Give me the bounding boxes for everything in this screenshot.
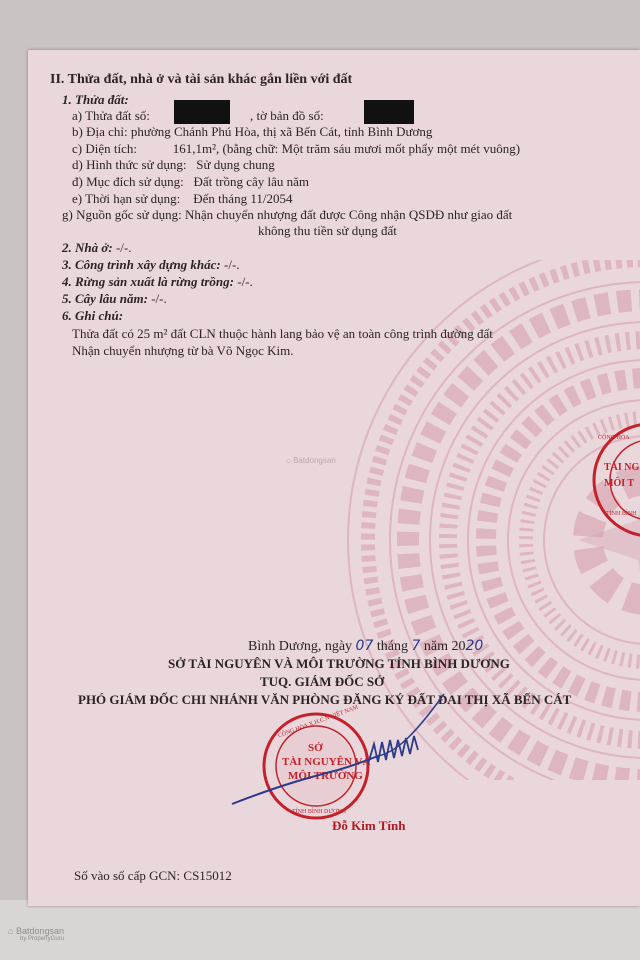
parcel-number-label: a) Thửa đất số: <box>72 108 150 123</box>
note-line-2: Nhận chuyển nhượng từ bà Võ Ngọc Kim. <box>72 343 294 358</box>
registration-number: Số vào sổ cấp GCN: CS15012 <box>74 868 232 883</box>
forest-row <box>62 274 253 290</box>
date-prefix: Bình Dương, ngày <box>248 639 353 654</box>
right-stamp-line-1: TÀI NG <box>604 462 640 473</box>
house-value: -/-. <box>112 240 132 255</box>
corner-watermark-sub: by PropertyGuru <box>20 936 65 942</box>
usage-term-line: e) Thời hạn sử dụng: Đến tháng 11/2054 <box>72 191 293 206</box>
watermark-center-text: Batdongsan <box>293 456 336 465</box>
address-line: b) Địa chỉ: phường Chánh Phú Hòa, thị xã Bến Cát, tỉnh Bình Dương <box>72 124 433 139</box>
forest-label: 4. Rừng sản xuất là rừng trồng: <box>62 274 234 289</box>
department-name: SỞ TÀI NGUYÊN VÀ MÔI TRƯỜNG TỈNH BÌNH DƯƠNG <box>168 656 510 671</box>
notes-heading: 6. Ghi chú: <box>62 308 124 323</box>
note-line-1: Thửa đất có 25 m² đất CLN thuộc hành lang bảo vệ an toàn công trình đường đất <box>72 326 493 341</box>
house-label: 2. Nhà ở: <box>62 240 113 255</box>
seal-ring-bottom: TỈNH BÌNH DƯƠNG <box>292 809 346 815</box>
seal-center-1: SỞ <box>308 742 323 754</box>
parcel-number-redaction <box>174 100 230 124</box>
forest-value: -/-. <box>234 274 253 289</box>
date-month-label: tháng <box>376 639 408 654</box>
corner-watermark-text: Batdongsan <box>15 926 64 936</box>
seal-ring-top: CỘNG HÒA X.H.C.N VIỆT NAM <box>277 704 360 740</box>
map-sheet-redaction <box>364 100 414 124</box>
certificate-page <box>28 50 640 906</box>
usage-form-line: d) Hình thức sử dụng: Sử dụng chung <box>72 157 275 172</box>
right-stamp-line-2: MÔI T <box>604 478 635 489</box>
map-sheet-label: , tờ bản đồ số: <box>250 108 324 123</box>
floor-background <box>0 900 640 960</box>
usage-purpose-line: đ) Mục đích sử dụng: Đất trồng cây lâu năm <box>72 174 310 189</box>
area-line: c) Diện tích: 161,1m², (bằng chữ: Một trăm sáu mươi mốt phẩy một mét vuông) <box>72 141 521 156</box>
construction-value: -/-. <box>220 257 240 272</box>
watermark-logo-icon: ⌂ <box>286 456 291 465</box>
origin-line-1: g) Nguồn gốc sử dụng: Nhận chuyển nhượng đất được Công nhận QSDĐ như giao đất <box>62 207 513 222</box>
handwritten-signature <box>228 690 448 810</box>
corner-logo-icon: ⌂ <box>8 926 14 936</box>
date-month: 7 <box>411 638 421 654</box>
watermark-center <box>286 456 336 465</box>
date-year-prefix: năm 20 <box>423 639 466 654</box>
house-row <box>62 240 131 256</box>
date-year-suffix: 20 <box>465 638 484 654</box>
construction-row <box>62 257 240 273</box>
signer-name: Đỗ Kim Tính <box>332 818 406 833</box>
seal-center-3: MÔI TRƯỜNG <box>288 770 363 782</box>
corner-watermark <box>8 926 64 942</box>
right-stamp-ring-top: CỘNG HÒA <box>598 435 630 441</box>
perennial-label: 5. Cây lâu năm: <box>62 291 148 306</box>
authorization-line: TUQ. GIÁM ĐỐC SỞ <box>260 674 385 689</box>
construction-label: 3. Công trình xây dựng khác: <box>62 257 221 272</box>
date-day: 07 <box>355 638 374 654</box>
section-title: II. Thửa đất, nhà ở và tài sản khác gắn liền với đất <box>50 72 353 87</box>
signer-title: PHÓ GIÁM ĐỐC CHI NHÁNH VĂN PHÒNG ĐĂNG KÝ ĐẤT ĐAI THỊ XÃ BẾN CÁT <box>78 692 572 707</box>
perennial-row <box>62 291 167 307</box>
seal-center-2: TÀI NGUYÊN VÀ <box>282 756 371 768</box>
origin-line-2: không thu tiền sử dụng đất <box>258 223 397 238</box>
perennial-value: -/-. <box>147 291 167 306</box>
signing-date <box>248 638 483 655</box>
right-stamp-ring-bottom: TỈNH BÌNH <box>606 511 637 517</box>
land-heading: 1. Thửa đất: <box>62 92 129 107</box>
